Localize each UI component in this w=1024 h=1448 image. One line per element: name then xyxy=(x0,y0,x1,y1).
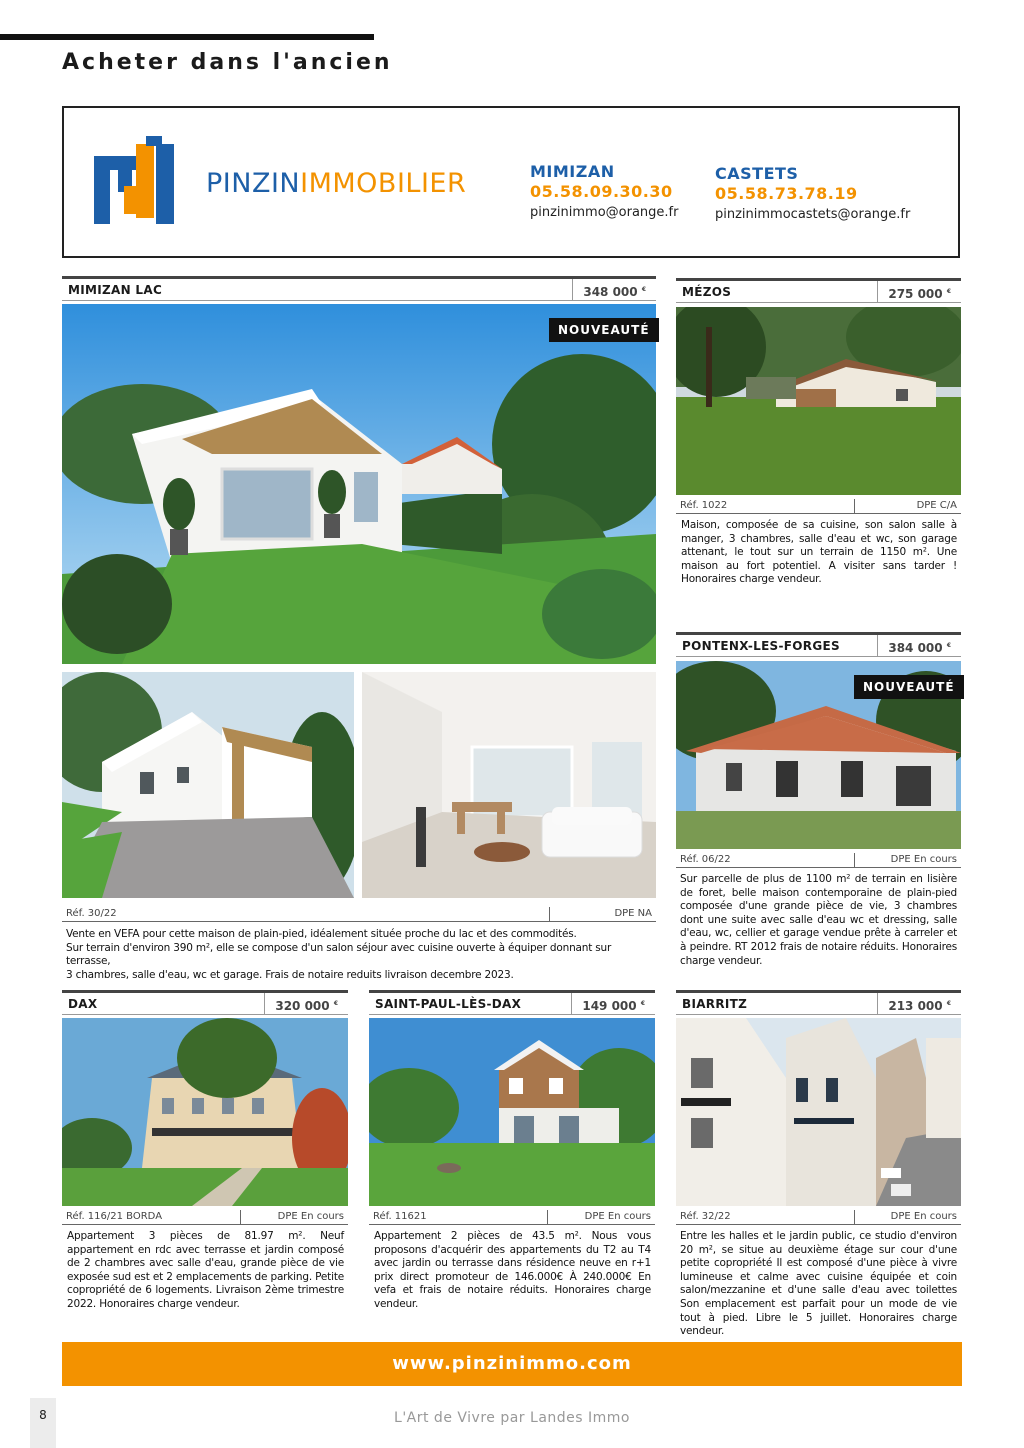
office-email[interactable]: pinzinimmo@orange.fr xyxy=(530,205,679,220)
office-email[interactable]: pinzinimmocastets@orange.fr xyxy=(715,207,911,222)
nouveaute-badge: NOUVEAUTÉ xyxy=(549,318,659,342)
listing-location: MÉZOS xyxy=(682,285,732,299)
listing-header-saint-paul xyxy=(369,990,655,1015)
listing-description-mezos: Maison, composée de sa cuisine, son salon salle à manger, 3 chambres, salle d'eau et wc, son garage attenant, le tout sur un terrain de 1150 m². Une maison au fort potentiel. A visiter sans tarder ! Honoraires charge vendeur. xyxy=(681,519,957,586)
listing-ref: Réf. 30/22 xyxy=(66,908,117,919)
listing-header-pontenx xyxy=(676,632,961,657)
listing-ref-line-biarritz xyxy=(676,1210,961,1225)
listing-price: 348 000 € xyxy=(572,279,656,300)
office-city: MIMIZAN xyxy=(530,162,615,181)
top-rule xyxy=(0,34,374,40)
listing-dpe: DPE NA xyxy=(614,908,652,919)
listing-description-pontenx: Sur parcelle de plus de 1100 m² de terrain en lisière de foret, belle maison contemporaine de plain-pied composée d'une grande pièce de vie, 3 chambres dont une suite avec salle d'eau wc et dressing, salle d'eau, wc, cellier et garage vendue prête à carreler et à peindre. RT 2012 frais de notaire réduits. Honoraires charge vendeur. xyxy=(680,873,957,967)
listing-dpe: DPE En cours xyxy=(584,1211,651,1222)
office-castets xyxy=(715,164,910,222)
page-footer: L'Art de Vivre par Landes Immo xyxy=(394,1410,630,1426)
listing-price: 275 000 € xyxy=(877,281,961,302)
listing-photo-mezos xyxy=(676,307,961,495)
section-title: Acheter dans l'ancien xyxy=(62,50,393,75)
office-phone[interactable]: 05.58.73.78.19 xyxy=(715,184,858,203)
listing-photo-saint-paul xyxy=(369,1018,655,1206)
agency-brand: PINZINIMMOBILIER xyxy=(206,168,467,199)
listing-photo-mimizan-lac xyxy=(62,304,656,664)
listing-ref: Réf. 1022 xyxy=(680,500,728,511)
nouveaute-badge: NOUVEAUTÉ xyxy=(854,675,964,699)
listing-ref-line-dax xyxy=(62,1210,348,1225)
listing-ref-line-pontenx xyxy=(676,853,961,868)
page-number: 8 xyxy=(30,1398,56,1448)
website-banner[interactable]: www.pinzinimmo.com xyxy=(62,1342,962,1386)
listing-ref: Réf. 11621 xyxy=(373,1211,427,1222)
listing-photo-biarritz xyxy=(676,1018,961,1206)
listing-ref-line-mezos xyxy=(676,499,961,514)
listing-location: MIMIZAN LAC xyxy=(68,283,163,297)
office-city: CASTETS xyxy=(715,164,799,183)
listing-dpe: DPE En cours xyxy=(277,1211,344,1222)
office-mimizan xyxy=(530,162,678,220)
listing-dpe: DPE En cours xyxy=(890,854,957,865)
listing-dpe: DPE En cours xyxy=(890,1211,957,1222)
listing-location: BIARRITZ xyxy=(682,997,748,1011)
listing-ref: Réf. 116/21 BORDA xyxy=(66,1211,163,1222)
pi-logo-icon xyxy=(94,136,178,224)
listing-photo-dax xyxy=(62,1018,348,1206)
listing-header-mimizan-lac xyxy=(62,276,656,301)
listing-location: DAX xyxy=(68,997,98,1011)
office-phone[interactable]: 05.58.09.30.30 xyxy=(530,182,673,201)
listing-ref-line-mimizan-lac xyxy=(62,907,656,922)
listing-dpe: DPE C/A xyxy=(916,500,957,511)
listing-location: PONTENX-LES-FORGES xyxy=(682,639,840,653)
listing-location: SAINT-PAUL-LÈS-DAX xyxy=(375,997,522,1011)
listing-description-dax: Appartement 3 pièces de 81.97 m². Neuf appartement en rdc avec terrasse et jardin composé de 2 chambres avec salle d'eau, grande pièce de vie exposée sud est et 2 emplacements de parking. Petite copropriété de 6 logements. Livraison 2ème trimestre 2022. Honoraires charge vendeur. xyxy=(67,1230,344,1310)
listing-price: 213 000 € xyxy=(877,993,961,1014)
listing-price: 384 000 € xyxy=(877,635,961,656)
agency-header xyxy=(62,106,960,258)
listing-price: 149 000 € xyxy=(571,993,655,1014)
listing-photo-mimizan-lac-2 xyxy=(62,672,354,898)
listing-header-dax xyxy=(62,990,348,1015)
listing-header-mezos xyxy=(676,278,961,303)
listing-photo-mimizan-lac-interior xyxy=(362,672,656,898)
listing-ref: Réf. 32/22 xyxy=(680,1211,731,1222)
listing-description-saint-paul: Appartement 2 pièces de 43.5 m². Nous vous proposons d'acquérir des appartements du T2 au T4 avec jardin ou terrasse dans résidence neuve en r+1 prix direct promoteur de 146.000€ À 240.000€ En vefa et frais de notaire réduits. Honoraires charge vendeur. xyxy=(374,1230,651,1310)
listing-price: 320 000 € xyxy=(264,993,348,1014)
listing-ref: Réf. 06/22 xyxy=(680,854,731,865)
listing-description-mimizan-lac: Vente en VEFA pour cette maison de plain-pied, idéalement située proche du lac et des commodités. Sur terrain d'environ 390 m², elle se compose d'un salon séjour avec cuisine ouverte à équiper donnant sur terrasse, 3 chambres, salle d'eau, wc et garage. Frais de notaire reduits livraison decembre 2023. xyxy=(66,928,612,981)
listing-description-biarritz: Entre les halles et le jardin public, ce studio d'environ 20 m², se situe au deuxième étage sur cour d'une petite copropriété Il est composé d'une pièce à vivre lumineuse et calme avec cuisine équipée et coin salon/mezzanine et d'une salle d'eau avec toilettes Son emplacement est parfait pour un mode de vie tout à pied. Libre le 5 juillet. Honoraires charge vendeur. xyxy=(680,1230,957,1338)
listing-ref-line-saint-paul xyxy=(369,1210,655,1225)
listing-header-biarritz xyxy=(676,990,961,1015)
